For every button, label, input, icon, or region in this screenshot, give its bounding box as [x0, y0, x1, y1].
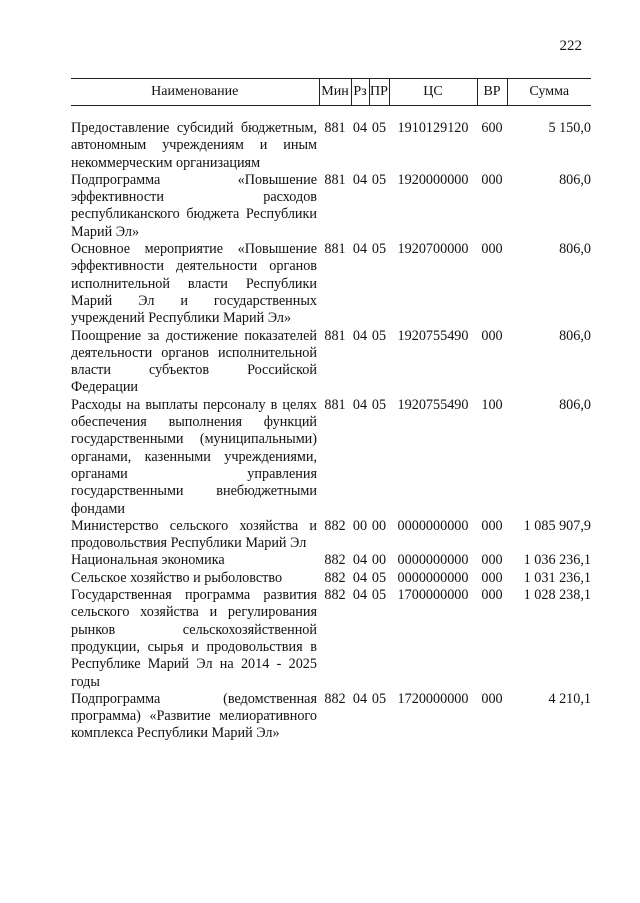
cell-min: 881 [324, 396, 346, 413]
cell-name: Расходы на выплаты персоналу в целях обеспечения выполнения функций государственными (муниципальными) органами, казенными учреждениями, органами управления государственными внебюджетными фондами [71, 396, 317, 517]
header-vr: ВР [477, 79, 507, 106]
budget-table [71, 78, 591, 743]
cell-rz: 04 [352, 552, 368, 569]
cell-rz: 04 [352, 171, 368, 188]
cell-vr: 000 [481, 517, 503, 534]
cell-vr: 000 [481, 569, 503, 586]
cell-cs: 1920700000 [397, 241, 469, 258]
cell-pr: 05 [371, 396, 387, 413]
cell-name: Сельское хозяйство и рыболовство [71, 569, 283, 586]
cell-sum: 806,0 [559, 327, 591, 344]
cell-sum: 1 085 907,9 [523, 517, 591, 534]
cell-min: 882 [324, 517, 346, 534]
cell-cs: 0000000000 [397, 517, 469, 534]
cell-min: 881 [324, 327, 346, 344]
cell-vr: 000 [481, 327, 503, 344]
cell-name: Государственная программа развития сельского хозяйства и регулирования рынков сельскохозяйственной продукции, сырья и продовольствия в Республике Марий Эл на 2014 - 2025 годы [71, 587, 317, 690]
table-row [71, 172, 591, 241]
cell-min: 882 [324, 552, 346, 569]
header-sum: Сумма [507, 79, 591, 106]
cell-vr: 000 [481, 241, 503, 258]
cell-cs: 1920755490 [397, 327, 469, 344]
cell-rz: 04 [352, 569, 368, 586]
cell-cs: 1720000000 [397, 690, 469, 707]
cell-vr: 100 [481, 396, 503, 413]
table-row [71, 570, 591, 587]
table-row [71, 587, 591, 691]
cell-name: Поощрение за достижение показателей деятельности органов исполнительной власти субъектов Российской Федерации [71, 327, 317, 396]
table-row [71, 120, 591, 172]
cell-cs: 1700000000 [397, 587, 469, 604]
cell-name: Министерство сельского хозяйства и продовольствия Республики Марий Эл [71, 517, 317, 552]
cell-pr: 00 [371, 517, 387, 534]
cell-vr: 000 [481, 552, 503, 569]
cell-sum: 806,0 [559, 171, 591, 188]
cell-cs: 1910129120 [397, 120, 469, 136]
table-row [71, 552, 591, 569]
cell-name: Национальная экономика [71, 552, 225, 569]
cell-sum: 1 028 238,1 [523, 587, 591, 604]
cell-sum: 5 150,0 [548, 120, 591, 136]
cell-min: 882 [324, 587, 346, 604]
cell-pr: 05 [371, 690, 387, 707]
cell-rz: 04 [352, 587, 368, 604]
header-pr: ПР [369, 79, 389, 106]
header-min: Мин [319, 79, 351, 106]
cell-cs: 1920755490 [397, 396, 469, 413]
cell-pr: 05 [371, 569, 387, 586]
cell-cs: 1920000000 [397, 171, 469, 188]
cell-rz: 04 [352, 690, 368, 707]
cell-rz: 04 [352, 120, 368, 136]
cell-name: Предоставление субсидий бюджетным, автономным учреждениям и иным некоммерческим организациям [71, 120, 317, 171]
header-name: Наименование [71, 79, 319, 106]
page-number: 222 [559, 38, 582, 54]
cell-sum: 806,0 [559, 241, 591, 258]
cell-vr: 000 [481, 690, 503, 707]
cell-pr: 00 [371, 552, 387, 569]
table-row [71, 397, 591, 518]
header-spacer [71, 106, 591, 121]
cell-sum: 1 031 236,1 [523, 569, 591, 586]
cell-pr: 05 [371, 587, 387, 604]
cell-sum: 1 036 236,1 [523, 552, 591, 569]
table-row [71, 328, 591, 397]
cell-vr: 000 [481, 171, 503, 188]
cell-vr: 600 [481, 120, 503, 136]
cell-name: Подпрограмма (ведомственная программа) «Развитие мелиоративного комплекса Республики Марий Эл» [71, 690, 317, 742]
header-rz: Рз [351, 79, 369, 106]
cell-vr: 000 [481, 587, 503, 604]
table-row [71, 241, 591, 327]
cell-pr: 05 [371, 171, 387, 188]
cell-pr: 05 [371, 327, 387, 344]
cell-cs: 0000000000 [397, 569, 469, 586]
table-row [71, 691, 591, 743]
cell-pr: 05 [371, 120, 387, 136]
cell-rz: 04 [352, 396, 368, 413]
cell-min: 881 [324, 171, 346, 188]
cell-sum: 806,0 [559, 396, 591, 413]
cell-min: 881 [324, 241, 346, 258]
header-cs: ЦС [389, 79, 477, 106]
cell-min: 881 [324, 120, 346, 136]
cell-name: Основное мероприятие «Повышение эффективности деятельности органов исполнительной власти Республики Марий Эл и государственных учреждений Республики Марий Эл» [71, 241, 317, 327]
table-header-row [71, 79, 591, 106]
cell-sum: 4 210,1 [548, 690, 591, 707]
cell-pr: 05 [371, 241, 387, 258]
cell-min: 882 [324, 569, 346, 586]
cell-rz: 04 [352, 327, 368, 344]
cell-min: 882 [324, 690, 346, 707]
cell-name: Подпрограмма «Повышение эффективности расходов республиканского бюджета Республики Марий Эл» [71, 171, 317, 240]
cell-cs: 0000000000 [397, 552, 469, 569]
cell-rz: 00 [352, 517, 368, 534]
table-row [71, 518, 591, 553]
cell-rz: 04 [352, 241, 368, 258]
